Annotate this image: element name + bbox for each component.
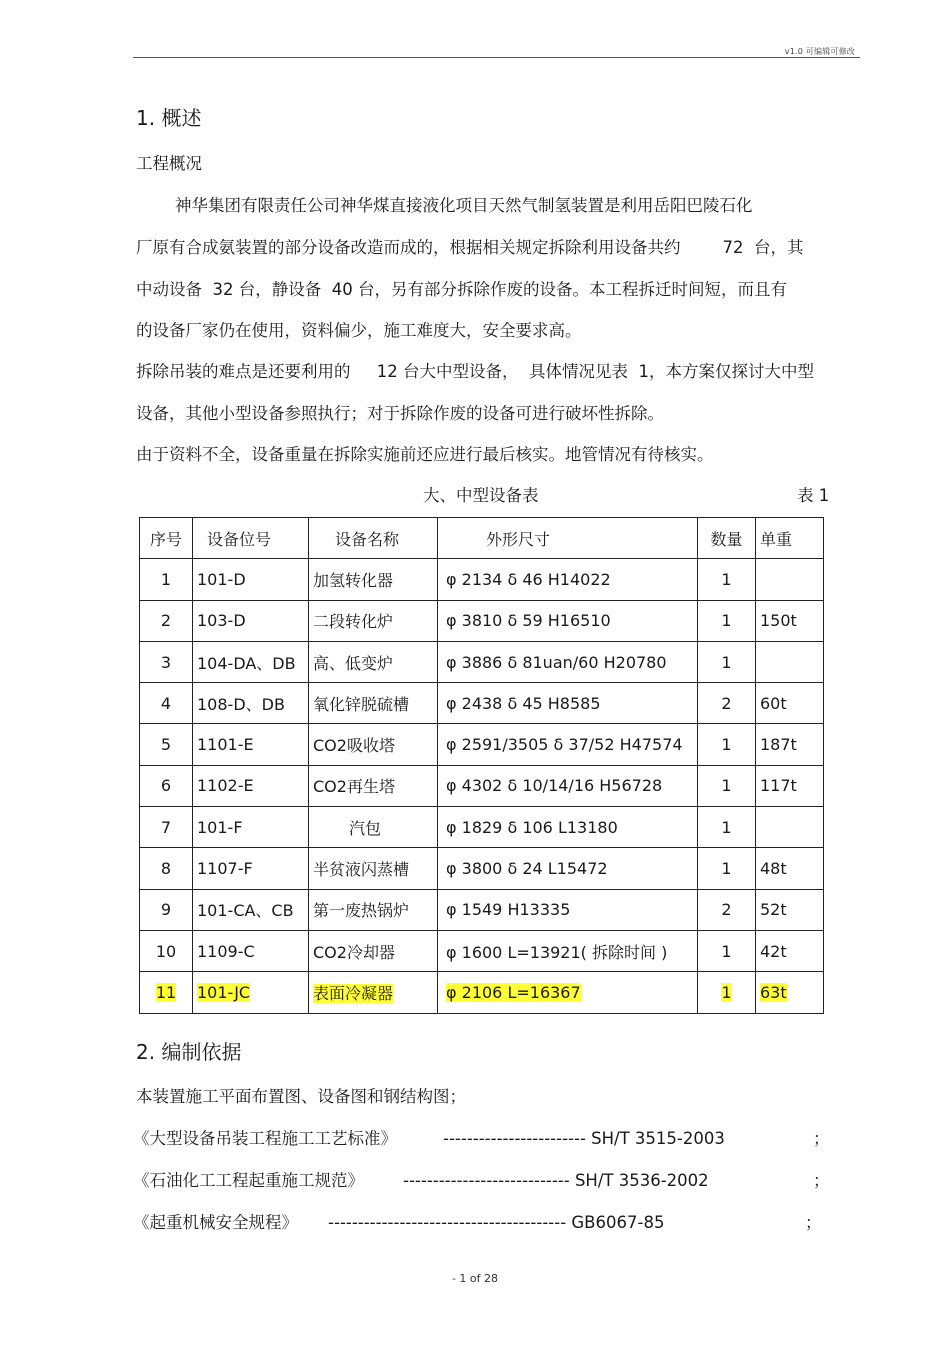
cell-weight: 117t xyxy=(756,765,824,806)
cell-quantity: 1 xyxy=(698,641,756,682)
reference-3-title: 《起重机械安全规程》 xyxy=(133,1213,298,1232)
table-row xyxy=(140,559,824,600)
cell-quantity: 1 xyxy=(698,807,756,848)
table-row xyxy=(140,724,824,765)
table-row xyxy=(140,848,824,889)
cell-dimensions: φ 4302 δ 10/14/16 H56728 xyxy=(438,765,698,806)
table-row xyxy=(140,972,824,1013)
page-footer: - 1 of 28 xyxy=(451,1272,499,1285)
cell-name: 氧化锌脱硫槽 xyxy=(309,683,438,724)
cell-weight xyxy=(756,807,824,848)
cell-no: 1 xyxy=(140,559,193,600)
section-2-heading: 2. 编制依据 xyxy=(136,1040,242,1064)
cell-name: CO2再生塔 xyxy=(309,765,438,806)
cell-dimensions: φ 1600 L=13921( 拆除时间 ) xyxy=(438,930,698,971)
cell-quantity: 1 xyxy=(698,930,756,971)
cell-no: 4 xyxy=(140,683,193,724)
table-row xyxy=(140,600,824,641)
cell-no: 11 xyxy=(140,972,193,1013)
reference-3-code: ---------------------------------------- GB6067-85 xyxy=(328,1213,665,1232)
reference-3-end: ； xyxy=(805,1213,822,1232)
cell-dimensions: φ 2438 δ 45 H8585 xyxy=(438,683,698,724)
cell-quantity: 1 xyxy=(698,972,756,1013)
cell-no: 6 xyxy=(140,765,193,806)
cell-position: 101-F xyxy=(193,807,309,848)
header-cell-dimensions: 外形尺寸 xyxy=(438,518,698,559)
table-row xyxy=(140,889,824,930)
header-version-note: v1.0 可编辑可修改 xyxy=(784,47,855,56)
cell-position: 1101-E xyxy=(193,724,309,765)
table-caption: 大、中型设备表 xyxy=(423,486,539,505)
table-row xyxy=(140,683,824,724)
cell-name: CO2吸收塔 xyxy=(309,724,438,765)
table-row xyxy=(140,930,824,971)
cell-dimensions: φ 2134 δ 46 H14022 xyxy=(438,559,698,600)
header-cell-weight: 单重 xyxy=(756,518,824,559)
section-1-subheading: 工程概况 xyxy=(136,154,202,173)
cell-quantity: 1 xyxy=(698,765,756,806)
reference-2-end: ； xyxy=(813,1171,830,1190)
cell-weight: 60t xyxy=(756,683,824,724)
paragraph-line-4: 的设备厂家仍在使用，资料偏少，施工难度大，安全要求高。 xyxy=(136,321,582,340)
cell-position: 108-D、DB xyxy=(193,683,309,724)
cell-no: 7 xyxy=(140,807,193,848)
paragraph-line-2: 厂原有合成氨装置的部分设备改造而成的，根据相关规定拆除利用设备共约 72 台，其 xyxy=(136,238,804,257)
cell-no: 3 xyxy=(140,641,193,682)
table-header-row xyxy=(140,518,824,559)
reference-2-code: ---------------------------- SH/T 3536-2002 xyxy=(403,1171,709,1190)
cell-position: 104-DA、DB xyxy=(193,641,309,682)
cell-quantity: 1 xyxy=(698,559,756,600)
reference-2-title: 《石油化工工程起重施工规范》 xyxy=(133,1171,364,1190)
cell-weight: 150t xyxy=(756,600,824,641)
cell-position: 103-D xyxy=(193,600,309,641)
table-row xyxy=(140,765,824,806)
cell-no: 8 xyxy=(140,848,193,889)
cell-dimensions: φ 3800 δ 24 L15472 xyxy=(438,848,698,889)
cell-weight: 187t xyxy=(756,724,824,765)
paragraph-line-3: 中动设备 32 台，静设备 40 台，另有部分拆除作废的设备。本工程拆迁时间短，而且有 xyxy=(136,280,787,299)
cell-name: 第一废热锅炉 xyxy=(309,889,438,930)
section-1-heading: 1. 概述 xyxy=(136,106,202,130)
cell-position: 101-CA、CB xyxy=(193,889,309,930)
cell-name: 汽包 xyxy=(309,807,438,848)
cell-weight xyxy=(756,559,824,600)
cell-quantity: 2 xyxy=(698,889,756,930)
cell-position: 1109-C xyxy=(193,930,309,971)
cell-quantity: 1 xyxy=(698,600,756,641)
cell-dimensions: φ 2591/3505 δ 37/52 H47574 xyxy=(438,724,698,765)
cell-weight: 52t xyxy=(756,889,824,930)
cell-name: 表面冷凝器 xyxy=(309,972,438,1013)
header-cell-position: 设备位号 xyxy=(193,518,309,559)
table-row xyxy=(140,807,824,848)
reference-1-end: ； xyxy=(813,1129,830,1148)
cell-name: CO2冷却器 xyxy=(309,930,438,971)
cell-no: 2 xyxy=(140,600,193,641)
cell-position: 1102-E xyxy=(193,765,309,806)
paragraph-line-5: 拆除吊装的难点是还要利用的 12 台大中型设备， 具体情况见表 1，本方案仅探讨大中型 xyxy=(136,362,814,381)
cell-weight: 42t xyxy=(756,930,824,971)
cell-name: 半贫液闪蒸槽 xyxy=(309,848,438,889)
cell-quantity: 1 xyxy=(698,724,756,765)
cell-name: 二段转化炉 xyxy=(309,600,438,641)
cell-dimensions: φ 1549 H13335 xyxy=(438,889,698,930)
paragraph-line-1: 神华集团有限责任公司神华煤直接液化项目天然气制氢装置是利用岳阳巴陵石化 xyxy=(175,196,753,215)
cell-position: 1107-F xyxy=(193,848,309,889)
section-2-intro: 本装置施工平面布置图、设备图和钢结构图； xyxy=(136,1087,466,1106)
cell-position: 101-D xyxy=(193,559,309,600)
cell-name: 加氢转化器 xyxy=(309,559,438,600)
header-rule xyxy=(133,57,860,58)
reference-1-title: 《大型设备吊装工程施工工艺标准》 xyxy=(133,1129,397,1148)
cell-dimensions: φ 3886 δ 81uan/60 H20780 xyxy=(438,641,698,682)
cell-no: 5 xyxy=(140,724,193,765)
cell-dimensions: φ 2106 L=16367 xyxy=(438,972,698,1013)
cell-quantity: 2 xyxy=(698,683,756,724)
paragraph-line-6: 设备，其他小型设备参照执行；对于拆除作废的设备可进行破坏性拆除。 xyxy=(136,404,664,423)
cell-dimensions: φ 3810 δ 59 H16510 xyxy=(438,600,698,641)
cell-position: 101-JC xyxy=(193,972,309,1013)
cell-weight xyxy=(756,641,824,682)
cell-weight: 48t xyxy=(756,848,824,889)
cell-name: 高、低变炉 xyxy=(309,641,438,682)
equipment-table xyxy=(139,517,824,1014)
cell-quantity: 1 xyxy=(698,848,756,889)
cell-weight: 63t xyxy=(756,972,824,1013)
table-number: 表 1 xyxy=(797,486,830,505)
table-row xyxy=(140,641,824,682)
paragraph-line-7: 由于资料不全，设备重量在拆除实施前还应进行最后核实。地管情况有待核实。 xyxy=(136,445,714,464)
header-cell-name: 设备名称 xyxy=(309,518,438,559)
header-cell-quantity: 数量 xyxy=(698,518,756,559)
reference-1-code: ------------------------ SH/T 3515-2003 xyxy=(443,1129,725,1148)
cell-no: 9 xyxy=(140,889,193,930)
header-cell-no: 序号 xyxy=(140,518,193,559)
cell-dimensions: φ 1829 δ 106 L13180 xyxy=(438,807,698,848)
cell-no: 10 xyxy=(140,930,193,971)
